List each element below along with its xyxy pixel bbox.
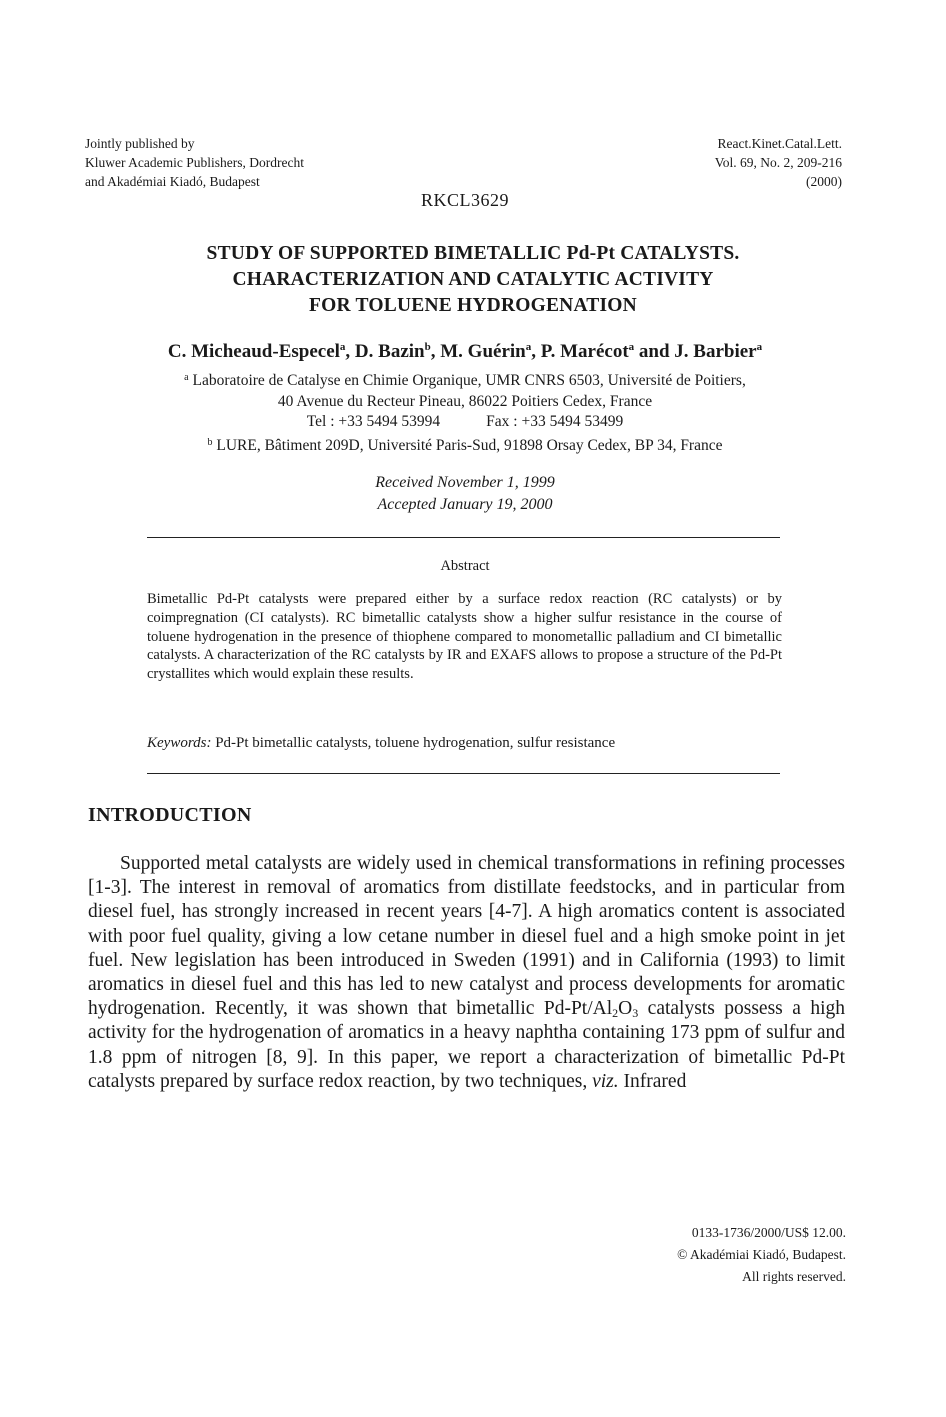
- article-dates: [0, 472, 930, 516]
- title-line: STUDY OF SUPPORTED BIMETALLIC Pd-Pt CATALYSTS.: [206, 243, 740, 264]
- author-separator: ,: [430, 341, 441, 362]
- author-separator: ,: [345, 341, 355, 362]
- keywords-label: Keywords:: [147, 735, 212, 751]
- paragraph: [88, 852, 845, 1094]
- publisher-line: Jointly published by: [85, 136, 195, 151]
- affiliation-mark: b: [207, 436, 213, 448]
- abstract-heading: Abstract: [440, 558, 490, 574]
- author-name: M. Guérin: [440, 341, 526, 362]
- accepted-date: Accepted January 19, 2000: [377, 496, 553, 513]
- affiliation-text: LURE, Bâtiment 209D, Université Paris-Sud, 91898 Orsay Cedex, BP 34, France: [216, 436, 723, 454]
- abstract-text: Bimetallic Pd-Pt catalysts were prepared either by a surface redox reaction (RC catalysts) or by coimpregnation (CI catalysts). RC bimetallic catalysts show a higher sulfur resistance in the course of toluene hydrogenation in the presence of thiophene compared to monometallic palladium and CI bimetallic catalysts. A characterization of the RC catalysts by IR and EXAFS allows to propose a structure of the Pd-Pt crystallites which would explain these results.: [147, 591, 782, 683]
- affiliation-mark: a: [184, 372, 189, 383]
- affiliation-a: [0, 368, 930, 392]
- author-separator: ,: [531, 341, 541, 362]
- journal-line: Vol. 69, No. 2, 209-216: [714, 155, 842, 170]
- author-separator: and: [634, 341, 675, 362]
- author-list: [0, 341, 930, 363]
- affiliation-contact: [0, 412, 930, 433]
- title-line: CHARACTERIZATION AND CATALYTIC ACTIVITY: [232, 269, 714, 290]
- introduction-body: [88, 852, 845, 1094]
- author-name: D. Bazin: [354, 341, 425, 362]
- keywords-text: Pd-Pt bimetallic catalysts, toluene hydrogenation, sulfur resistance: [215, 735, 616, 751]
- section-heading: INTRODUCTION: [88, 804, 252, 826]
- publisher-line: Kluwer Academic Publishers, Dordrecht: [85, 155, 304, 170]
- author-name: P. Marécot: [540, 341, 629, 362]
- copyright-notice: [677, 1222, 846, 1288]
- publisher-line: and Akadémiai Kiadó, Budapest: [85, 174, 260, 189]
- affiliation-mark: b: [424, 341, 431, 353]
- publisher-info: [85, 134, 304, 191]
- affiliations: [0, 368, 930, 456]
- affiliation-b: [0, 433, 930, 457]
- journal-line: (2000): [806, 174, 842, 189]
- copyright-line: 0133-1736/2000/US$ 12.00.: [691, 1225, 846, 1240]
- subscript: 3: [632, 1006, 639, 1021]
- affiliation-mark: a: [339, 341, 346, 353]
- affiliation-mark: a: [756, 341, 763, 353]
- author-name: C. Micheaud-Especel: [167, 341, 340, 362]
- subscript: 2: [612, 1006, 619, 1021]
- copyright-line: All rights reserved.: [742, 1269, 846, 1284]
- keywords: [147, 735, 787, 752]
- author-name: J. Barbier: [674, 341, 757, 362]
- italic-text: viz.: [592, 1070, 619, 1092]
- title-line: FOR TOLUENE HYDROGENATION: [309, 295, 637, 316]
- abstract-bottom-rule: [147, 773, 780, 774]
- paragraph-text: Supported metal catalysts are widely used in chemical transformations in refining processes [1-3]. The interest in removal of aromatics from distillate feedstocks, and in particular from diesel fuel, has strongly increased in recent years [4-7]. A high aromatics content is associated with poor fuel quality, giving a low cetane number in diesel fuel and a high smoke point in jet fuel. New legislation has been introduced in Sweden (1991) and in California (1993) to limit aromatics in diesel fuel and this has led to new catalyst and process developments for aromatic hydrogenation. Recently, it was shown that bimetallic Pd-Pt/Al: [88, 853, 845, 1020]
- paragraph-text: O: [618, 998, 633, 1020]
- journal-line: React.Kinet.Catal.Lett.: [717, 136, 842, 151]
- copyright-line: © Akadémiai Kiadó, Budapest.: [677, 1247, 846, 1262]
- affiliation-mark: a: [628, 341, 635, 353]
- paper-title: [0, 241, 946, 319]
- abstract-top-rule: [147, 537, 780, 538]
- affiliation-address: 40 Avenue du Recteur Pineau, 86022 Poitiers Cedex, France: [277, 392, 653, 410]
- received-date: Received November 1, 1999: [375, 474, 555, 491]
- paragraph-text: Infrared: [618, 1070, 687, 1092]
- affiliation-text: Laboratoire de Catalyse en Chimie Organique, UMR CNRS 6503, Université de Poitiers,: [192, 372, 746, 389]
- affiliation-mark: a: [525, 341, 532, 353]
- paragraph-text: catalysts possess a high activity for the hydrogenation of aromatics in a heavy naphtha containing 173 ppm of sulfur and 1.8 ppm of nitrogen [8, 9]. In this paper, we report a characterization of bimetallic Pd-Pt catalysts prepared by surface redox reaction, by two techniques,: [88, 998, 845, 1092]
- telephone: Tel : +33 5494 53994: [306, 413, 441, 430]
- journal-citation: [715, 134, 842, 191]
- fax: Fax : +33 5494 53499: [486, 413, 624, 430]
- article-code: RKCL3629: [420, 190, 509, 210]
